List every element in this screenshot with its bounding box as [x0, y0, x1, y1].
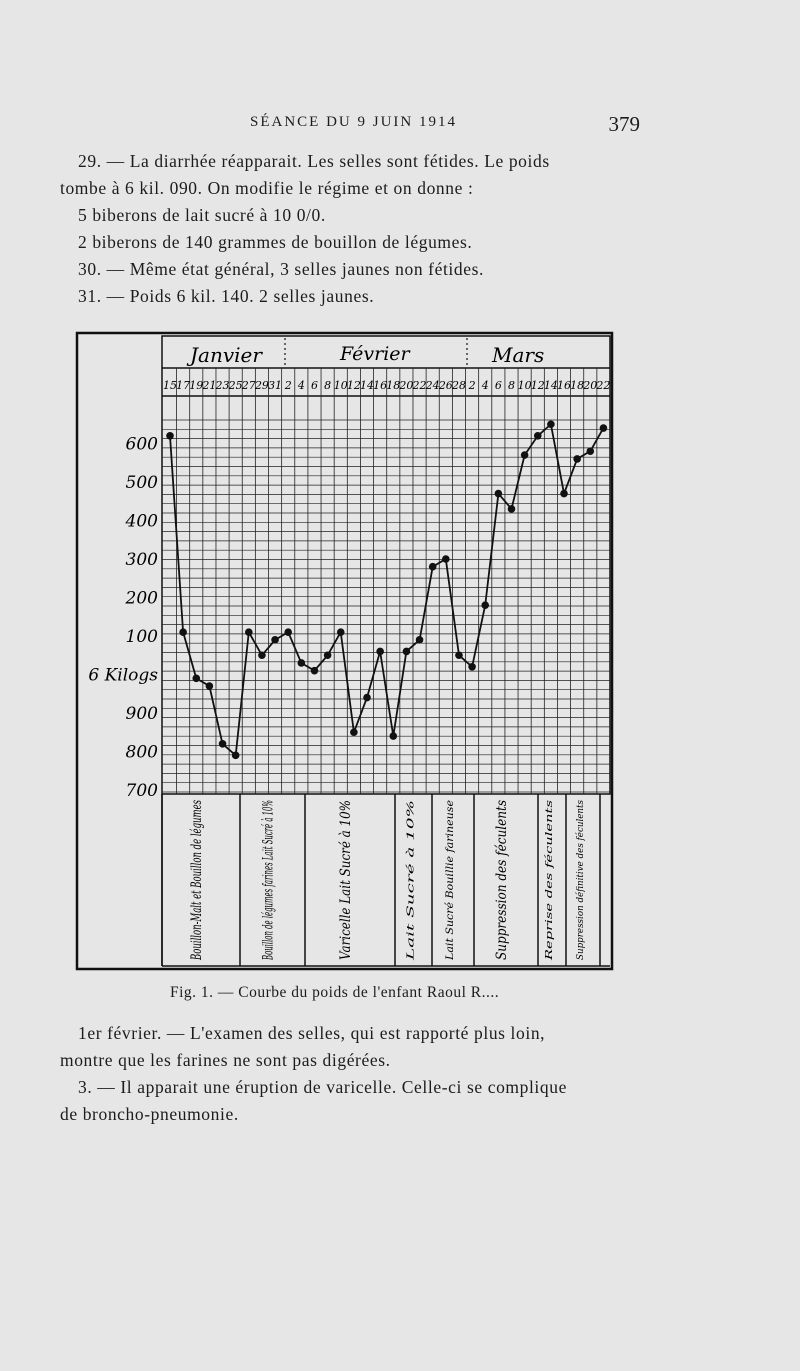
day-label: 4 [297, 379, 305, 392]
day-label: 14 [543, 379, 558, 392]
data-point [560, 490, 568, 498]
day-label: 12 [530, 379, 545, 392]
day-label: 27 [241, 379, 256, 392]
day-label: 10 [333, 379, 348, 392]
data-point [429, 563, 437, 571]
day-label: 22 [596, 379, 611, 392]
day-label: 8 [324, 379, 332, 392]
data-point [481, 601, 489, 609]
data-point [508, 505, 516, 513]
text-line: 30. — Même état général, 3 selles jaunes non fétides. [78, 259, 484, 279]
data-point [192, 675, 200, 683]
data-point [324, 651, 332, 659]
day-label: 16 [557, 379, 572, 392]
y-tick-label: 500 [125, 473, 158, 493]
y-tick-label: 200 [125, 588, 158, 609]
data-point [468, 663, 476, 671]
day-label: 28 [451, 379, 466, 392]
day-label: 10 [517, 379, 532, 392]
data-point [206, 682, 214, 690]
day-label: 2 [284, 379, 292, 392]
day-label: 18 [386, 379, 401, 392]
data-point [166, 432, 174, 440]
y-tick-label: 800 [125, 742, 158, 763]
regime-label: Suppression définitive des féculents [576, 794, 586, 960]
header-title: SÉANCE DU 9 JUIN 1914 [250, 114, 457, 130]
data-point [219, 740, 227, 748]
text-line: tombe à 6 kil. 090. On modifie le régime et on donne : [60, 178, 474, 198]
regime-panel [162, 635, 610, 966]
y-axis-labels [88, 435, 158, 802]
day-label: 2 [468, 379, 476, 392]
page-number: 379 [608, 112, 640, 136]
data-point [376, 648, 384, 656]
text-line: 3. — Il apparait une éruption de varicelle. Celle-ci se complique [78, 1077, 567, 1097]
data-point [547, 420, 555, 428]
data-point [311, 667, 319, 675]
y-tick-label: 600 [125, 434, 158, 455]
regime-label: Varicelle Lait Sucré à 10% [338, 771, 354, 960]
data-point [455, 651, 463, 659]
day-label: 8 [507, 379, 515, 392]
data-point [298, 659, 306, 667]
data-point [245, 628, 253, 636]
day-label: 25 [228, 379, 243, 392]
day-label: 15 [163, 379, 177, 392]
data-point [534, 432, 542, 440]
text-line: 5 biberons de lait sucré à 10 0/0. [78, 205, 326, 225]
text-line: 2 biberons de 140 grammes de bouillon de légumes. [78, 232, 473, 252]
data-point [363, 694, 371, 702]
day-label: 26 [438, 379, 453, 392]
regime-label: Lait Sucré à 10% [406, 881, 417, 960]
data-point [403, 648, 411, 656]
text-line: 1er février. — L'examen des selles, qui est rapporté plus loin, [78, 1023, 546, 1043]
day-label: 20 [583, 379, 598, 392]
data-point [442, 555, 450, 563]
regime-label: Bouillon-Malt et Bouillon de légumes [189, 696, 205, 960]
day-label: 4 [481, 379, 489, 392]
day-label: 24 [425, 379, 440, 392]
y-tick-label: 700 [125, 781, 158, 801]
y-tick-label: 100 [125, 627, 158, 647]
data-point [271, 636, 279, 644]
y-tick-label: 300 [125, 550, 158, 570]
day-label: 29 [254, 379, 269, 392]
bottom-paragraphs [60, 1020, 645, 1128]
data-point [573, 455, 581, 463]
text-line: 29. — La diarrhée réapparait. Les selles sont fétides. Le poids [78, 151, 550, 171]
data-point [179, 628, 187, 636]
data-point [284, 628, 292, 636]
data-point [337, 628, 345, 636]
y-tick-label: 6 Kilogs [88, 665, 158, 686]
day-label: 21 [202, 379, 217, 392]
day-label: 20 [399, 379, 414, 392]
regime-label: Lait Sucré Bouillie farineuse [445, 815, 456, 960]
day-label: 6 [494, 379, 502, 392]
text-line: de broncho-pneumonie. [60, 1104, 239, 1124]
month-label-march: Mars [492, 343, 545, 367]
month-label-january: Janvier [190, 343, 262, 367]
day-label: 16 [373, 379, 388, 392]
data-point [258, 651, 266, 659]
day-label: 12 [346, 379, 361, 392]
day-label: 14 [360, 379, 375, 392]
data-point [600, 424, 608, 432]
day-label: 23 [215, 379, 230, 392]
regime-label: Bouillon de légumes farines Lait Sucré à 10% [260, 635, 277, 960]
data-point [232, 752, 240, 760]
day-label: 31 [268, 379, 283, 392]
day-label: 17 [176, 379, 191, 392]
day-label: 22 [412, 379, 427, 392]
day-label: 6 [310, 379, 318, 392]
text-line: montre que les farines ne sont pas digérées. [60, 1050, 391, 1070]
day-label: 19 [189, 379, 204, 392]
day-label: 18 [570, 379, 585, 392]
data-point [416, 636, 424, 644]
data-point [586, 447, 594, 455]
data-point [350, 728, 358, 736]
figure-caption: Fig. 1. — Courbe du poids de l'enfant Raoul R.... [170, 984, 500, 1001]
data-point [389, 732, 397, 740]
y-tick-label: 900 [125, 704, 158, 724]
y-tick-label: 400 [125, 511, 158, 532]
month-label-february: Février [340, 343, 410, 365]
regime-label: Suppression des féculents [494, 773, 510, 960]
day-labels [163, 379, 610, 392]
data-point [521, 451, 529, 459]
text-line: 31. — Poids 6 kil. 140. 2 selles jaunes. [78, 286, 375, 306]
data-point [495, 490, 503, 498]
regime-label: Reprise des féculents [545, 861, 555, 960]
